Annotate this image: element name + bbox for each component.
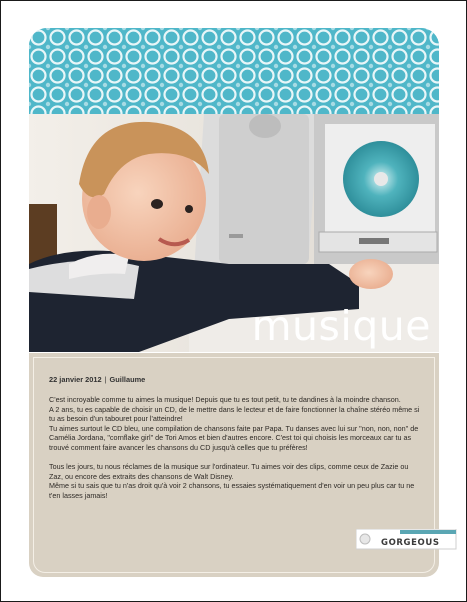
journal-text (49, 395, 421, 510)
tag-label: GORGEOUS (381, 538, 440, 548)
circle-pattern (29, 28, 439, 114)
sentence: Même si tu sais que tu n'as droit qu'à voir 2 chansons, tu essaies systématiquement d'en voir un peu plus car tu ne t'en lasses jamais! (49, 481, 415, 500)
separator: | (104, 375, 107, 384)
sentence: A 2 ans, tu es capable de choisir un CD, de le mettre dans le lecteur et de faire fonctionner la chaîne stéréo même si tu as besoin d'un tabouret pour l'atteindre! (49, 404, 420, 424)
patterned-paper-band (29, 28, 439, 114)
sentence: Tous les jours, tu nous réclames de la musique sur l'ordinateur. Tu aimes voir des clips, comme ceux de Zazie ou Zaz, ou encore des extraits des chansons de Walt Disney. (49, 462, 409, 481)
paragraph (49, 462, 421, 500)
author: Guillaume (109, 375, 146, 384)
paragraph (49, 395, 421, 453)
sentence: Tu aimes surtout le CD bleu, une compilation de chansons faite par Papa. Tu danses avec lui sur "non, non, non" de Camélia Jordana, "cornflake girl" de Tori Amos et bien d'autres encore. C'est toi qui choisis les morceaux car tu as trouvé comment faire avancer les chansons du CD jusqu'à celles que tu préfères! (49, 423, 419, 452)
sentence: C'est incroyable comme tu aimes la musique! Depuis que tu es tout petit, tu te dandines à la moindre chanson. (49, 395, 401, 404)
date: 22 janvier 2012 (49, 375, 102, 384)
date-author-line (49, 375, 145, 384)
page-title: musique (251, 302, 431, 350)
photo-child-with-stereo (29, 114, 439, 352)
